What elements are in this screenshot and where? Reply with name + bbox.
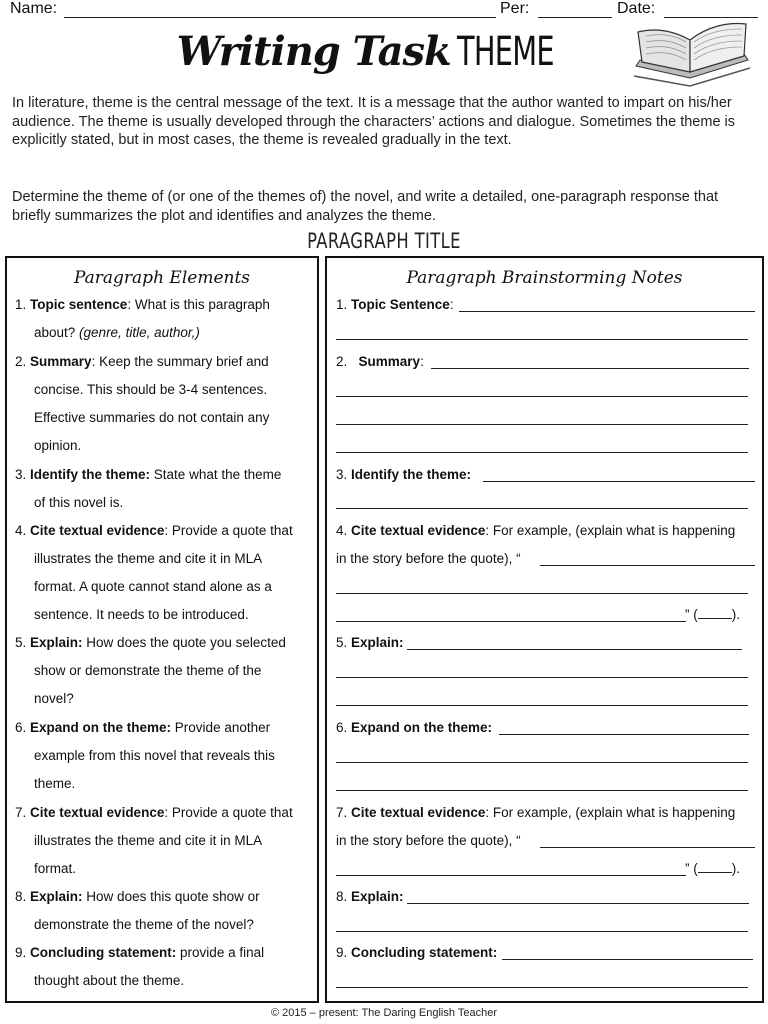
concluding-line[interactable]	[502, 959, 753, 960]
theme-line[interactable]	[483, 481, 755, 482]
topic-sentence-line[interactable]	[459, 311, 755, 312]
note-item-5: 5. Explain:	[336, 635, 404, 650]
expand-line[interactable]	[336, 762, 748, 763]
explain-line[interactable]	[407, 649, 742, 650]
copyright-footer: © 2015 – present: The Daring English Teacher	[270, 1007, 497, 1019]
note-item-4: 4. Cite textual evidence: For example, (explain what is happening	[336, 523, 736, 538]
topic-sentence-line[interactable]	[336, 339, 748, 340]
expand-line[interactable]	[499, 734, 749, 735]
note-item-2: 2. Summary:	[336, 354, 424, 369]
note-item-7: 7. Cite textual evidence: For example, (explain what is happening	[336, 805, 736, 820]
explain-line[interactable]	[336, 931, 748, 932]
page-citation-field[interactable]	[698, 605, 732, 619]
header-row	[10, 0, 758, 22]
note-item-8: 8. Explain:	[336, 889, 404, 904]
paragraph-title: PARAGRAPH TITLE	[307, 229, 461, 253]
theme-line[interactable]	[336, 508, 748, 509]
element-item-3: 3. Identify the theme: State what the theme of this novel is.	[15, 467, 282, 510]
name-field[interactable]	[64, 17, 496, 18]
element-item-7: 7. Cite textual evidence: Provide a quote that illustrates the theme and cite it in MLA format.	[15, 805, 293, 876]
notes-heading: Paragraph Brainstorming Notes	[406, 268, 683, 288]
explain-line[interactable]	[336, 677, 748, 678]
element-item-4: 4. Cite textual evidence: Provide a quote that illustrates the theme and cite it in MLA format. A quote cannot stand alone as a sentence. It needs to be introduced.	[15, 523, 293, 622]
paragraph-elements-box	[5, 256, 319, 1003]
name-label: Name:	[10, 0, 58, 17]
summary-line[interactable]	[336, 424, 748, 425]
element-item-9: 9. Concluding statement: provide a final thought about the theme.	[15, 945, 265, 988]
note-item-9: 9. Concluding statement:	[336, 945, 498, 960]
note-item-6: 6. Expand on the theme:	[336, 720, 493, 735]
title-caps: THEME	[456, 29, 554, 75]
explain-line[interactable]	[407, 903, 749, 904]
note-item-1: 1. Topic Sentence:	[336, 297, 454, 312]
element-item-1: 1. Topic sentence: What is this paragraph about? (genre, title, author,)	[15, 297, 270, 340]
summary-line[interactable]	[431, 368, 749, 369]
open-book-icon	[632, 20, 752, 88]
quote-line[interactable]	[336, 593, 748, 594]
citation-close: ” ( ).	[685, 607, 740, 622]
note-item-3: 3. Identify the theme:	[336, 467, 472, 482]
period-label: Per:	[500, 0, 530, 17]
summary-line[interactable]	[336, 452, 748, 453]
element-item-8: 8. Explain: How does this quote show or demonstrate the theme of the novel?	[15, 889, 260, 932]
elements-heading: Paragraph Elements	[73, 268, 251, 288]
explain-line[interactable]	[336, 705, 748, 706]
brainstorming-notes-box	[325, 256, 764, 1003]
page-citation-field[interactable]	[698, 859, 732, 873]
quote-line[interactable]	[540, 847, 755, 848]
element-item-5: 5. Explain: How does the quote you selected show or demonstrate the theme of the novel?	[15, 635, 286, 706]
quote-line[interactable]	[336, 621, 686, 622]
note-item-4-cont: in the story before the quote), “	[336, 551, 521, 566]
note-item-7-cont: in the story before the quote), “	[336, 833, 521, 848]
quote-line[interactable]	[540, 565, 755, 566]
concluding-line[interactable]	[336, 987, 748, 988]
period-field[interactable]	[538, 17, 612, 18]
directions-paragraph: Determine the theme of (or one of the themes of) the novel, and write a detailed, one-paragraph response that briefly summarizes the plot and identifies and analyzes the theme.	[12, 189, 719, 224]
intro-paragraph: In literature, theme is the central message of the text. It is a message that the author wanted to impart on his/her audience. The theme is usually developed through the characters’ actions and dialogue. Sometimes the theme is explicitly stated, but in most cases, the theme is revealed gradually in the text.	[12, 95, 736, 148]
element-item-2: 2. Summary: Keep the summary brief and concise. This should be 3-4 sentences. Effective summaries do not contain any opinion.	[15, 354, 270, 453]
title-script: Writing Task	[176, 28, 451, 75]
summary-line[interactable]	[336, 396, 748, 397]
date-field[interactable]	[664, 17, 758, 18]
date-label: Date:	[617, 0, 656, 17]
expand-line[interactable]	[336, 790, 748, 791]
element-item-6: 6. Expand on the theme: Provide another example from this novel that reveals this theme.	[15, 720, 275, 791]
quote-line[interactable]	[336, 875, 686, 876]
citation-close: ” ( ).	[685, 861, 740, 876]
